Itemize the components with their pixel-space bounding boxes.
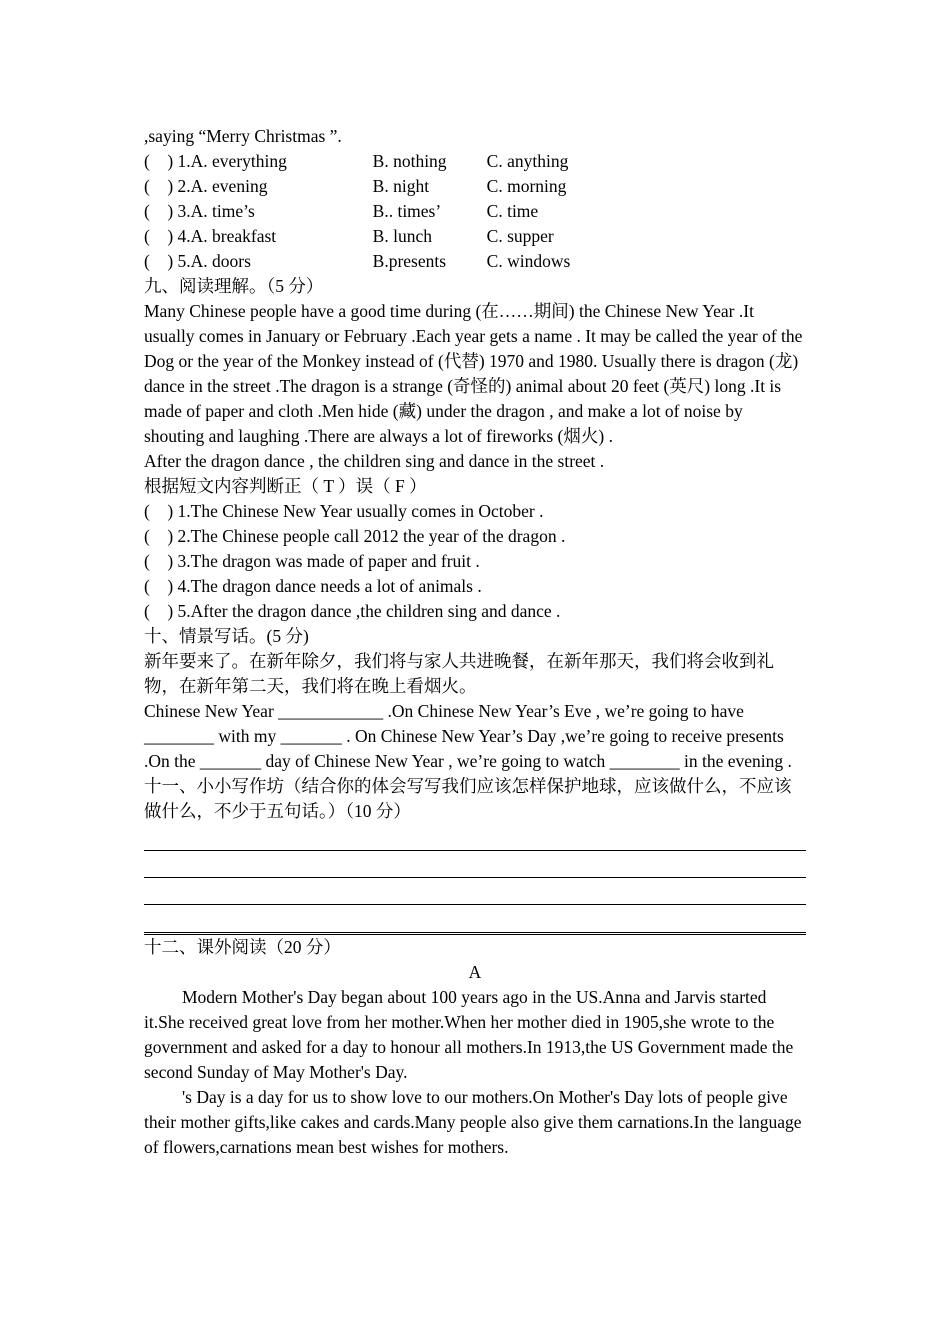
cloze-item: ( ) 1.A. everything B. nothing C. anything xyxy=(144,151,569,171)
tf-item: ( ) 2.The Chinese people call 2012 the year of the dragon . xyxy=(144,526,566,546)
cloze-tail: ,saying “Merry Christmas ”. xyxy=(144,126,342,146)
writing-line xyxy=(144,878,806,905)
reading-passage: Many Chinese people have a good time during (在……期间) the Chinese New Year .It usually comes in January or February .Each year gets a name . It may be called the year of the Dog or the year of the Monkey instead of (代替) 1970 and 1980. Usually there is dragon (龙) dance in the street .The dragon is a strange (奇怪的) animal about 20 feet (英尺) long .It is made of paper and cloth .Men hide (藏) under the dragon , and make a lot of noise by shouting and laughing .There are always a lot of fireworks (烟火) . xyxy=(144,301,803,446)
passage-title: A xyxy=(468,962,482,982)
section-12-heading: 十二、课外阅读（20 分） xyxy=(144,937,341,957)
cloze-item: ( ) 4.A. breakfast B. lunch C. supper xyxy=(144,226,554,246)
section-9-heading: 九、阅读理解。（5 分） xyxy=(144,276,324,296)
cloze-item: ( ) 3.A. time’s B.. times’ C. time xyxy=(144,201,539,221)
passage-paragraph-1: Modern Mother's Day began about 100 years ago in the US.Anna and Jarvis started it.She received great love from her mother.When her mother died in 1905,she wrote to the government and asked for a day to honour all mothers.In 1913,the US Government made the second Sunday of May Mother's Day. xyxy=(144,987,794,1082)
passage-paragraph-2: 's Day is a day for us to show love to our mothers.On Mother's Day lots of people give their mother gifts,like cakes and cards.Many people also give them carnations.In the language of flowers,carnations mean best wishes for mothers. xyxy=(144,1087,802,1157)
cloze-item: ( ) 5.A. doors B.presents C. windows xyxy=(144,251,571,271)
writing-line xyxy=(144,905,806,935)
page-content xyxy=(144,124,806,1160)
fill-in-text: Chinese New Year ____________ .On Chinese New Year’s Eve , we’re going to have ________ with my _______ . On Chinese New Year’s Day ,we’re going to receive presents .On the _______ day of Chinese New Year , we’re going to watch ________ in the evening . xyxy=(144,701,792,771)
tf-item: ( ) 3.The dragon was made of paper and fruit . xyxy=(144,551,480,571)
tf-instruction: 根据短文内容判断正（ T ）误（ F ） xyxy=(144,476,427,496)
writing-line xyxy=(144,824,806,851)
section-11-heading: 十一、小小写作坊（结合你的体会写写我们应该怎样保护地球，应该做什么，不应该做什么，不少于五句话。）（10 分） xyxy=(144,776,792,821)
cloze-item: ( ) 2.A. evening B. night C. morning xyxy=(144,176,567,196)
writing-line xyxy=(144,851,806,878)
reading-passage-end: After the dragon dance , the children sing and dance in the street . xyxy=(144,451,605,471)
tf-item: ( ) 5.After the dragon dance ,the children sing and dance . xyxy=(144,601,561,621)
tf-item: ( ) 4.The dragon dance needs a lot of animals . xyxy=(144,576,482,596)
writing-prompt: 新年要来了。在新年除夕，我们将与家人共进晚餐，在新年那天，我们将会收到礼物，在新年第二天，我们将在晚上看烟火。 xyxy=(144,651,774,696)
section-10-heading: 十、情景写话。(5 分) xyxy=(144,626,309,646)
tf-item: ( ) 1.The Chinese New Year usually comes in October . xyxy=(144,501,544,521)
